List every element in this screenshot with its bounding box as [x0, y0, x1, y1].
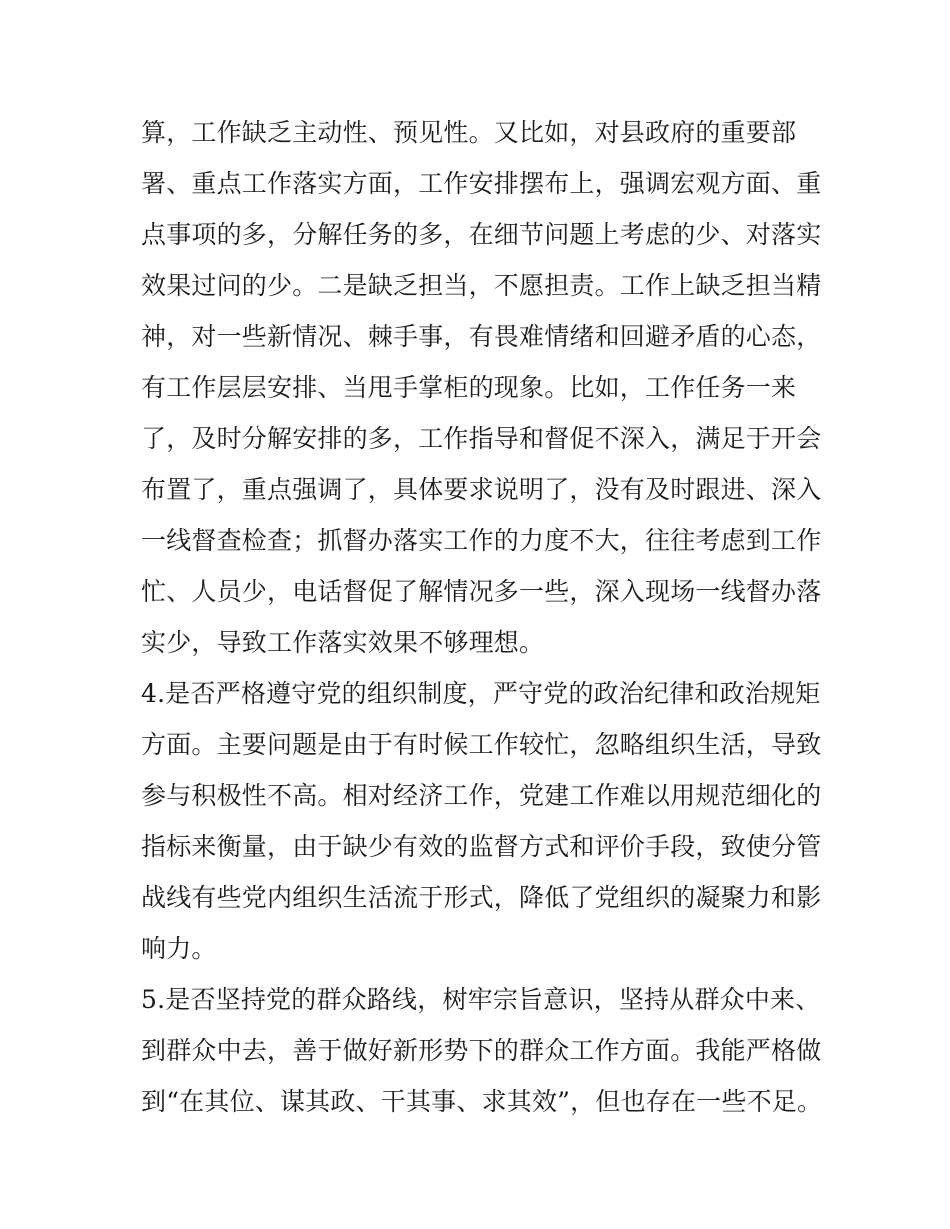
text-line: 了，及时分解安排的多，工作指导和督促不深入，满足于开会: [141, 424, 822, 453]
text-line: 到“在其位、谋其政、干其事、求其效”，但也存在一些不足。: [141, 1087, 823, 1116]
document-body: [141, 107, 821, 1127]
text-line: 神，对一些新情况、棘手事，有畏难情绪和回避矛盾的心态，: [141, 322, 822, 351]
section-5-heading-line: 5.是否坚持党的群众路线，树牢宗旨意识，坚持从群众中来、: [141, 985, 821, 1014]
text-line: 一线督查检查；抓督办落实工作的力度不大，往往考虑到工作: [141, 526, 822, 555]
text-line: 布置了，重点强调了，具体要求说明了，没有及时跟进、深入: [141, 475, 822, 504]
text-line: 实少，导致工作落实效果不够理想。: [141, 628, 545, 657]
text-line: 算，工作缺乏主动性、预见性。又比如，对县政府的重要部: [141, 118, 797, 147]
text-line: 忙、人员少，电话督促了解情况多一些，深入现场一线督办落: [141, 577, 822, 606]
text-line: 点事项的多，分解任务的多，在细节问题上考虑的少、对落实: [141, 220, 822, 249]
text-line: 署、重点工作落实方面，工作安排摆布上，强调宏观方面、重: [141, 169, 822, 198]
text-line: 方面。主要问题是由于有时候工作较忙，忽略组织生活，导致: [141, 730, 822, 759]
text-line: 效果过问的少。二是缺乏担当，不愿担责。工作上缺乏担当精: [141, 271, 822, 300]
text-line: 到群众中去，善于做好新形势下的群众工作方面。我能严格做: [141, 1036, 822, 1065]
section-4-heading-line: 4.是否严格遵守党的组织制度，严守党的政治纪律和政治规矩: [141, 679, 821, 708]
text-line: 指标来衡量，由于缺少有效的监督方式和评价手段，致使分管: [141, 832, 822, 861]
text-line: 战线有些党内组织生活流于形式，降低了党组织的凝聚力和影: [141, 883, 822, 912]
text-line: 有工作层层安排、当甩手掌柜的现象。比如，工作任务一来: [141, 373, 797, 402]
text-line: 响力。: [141, 934, 217, 963]
text-line: 参与积极性不高。相对经济工作，党建工作难以用规范细化的: [141, 781, 822, 810]
